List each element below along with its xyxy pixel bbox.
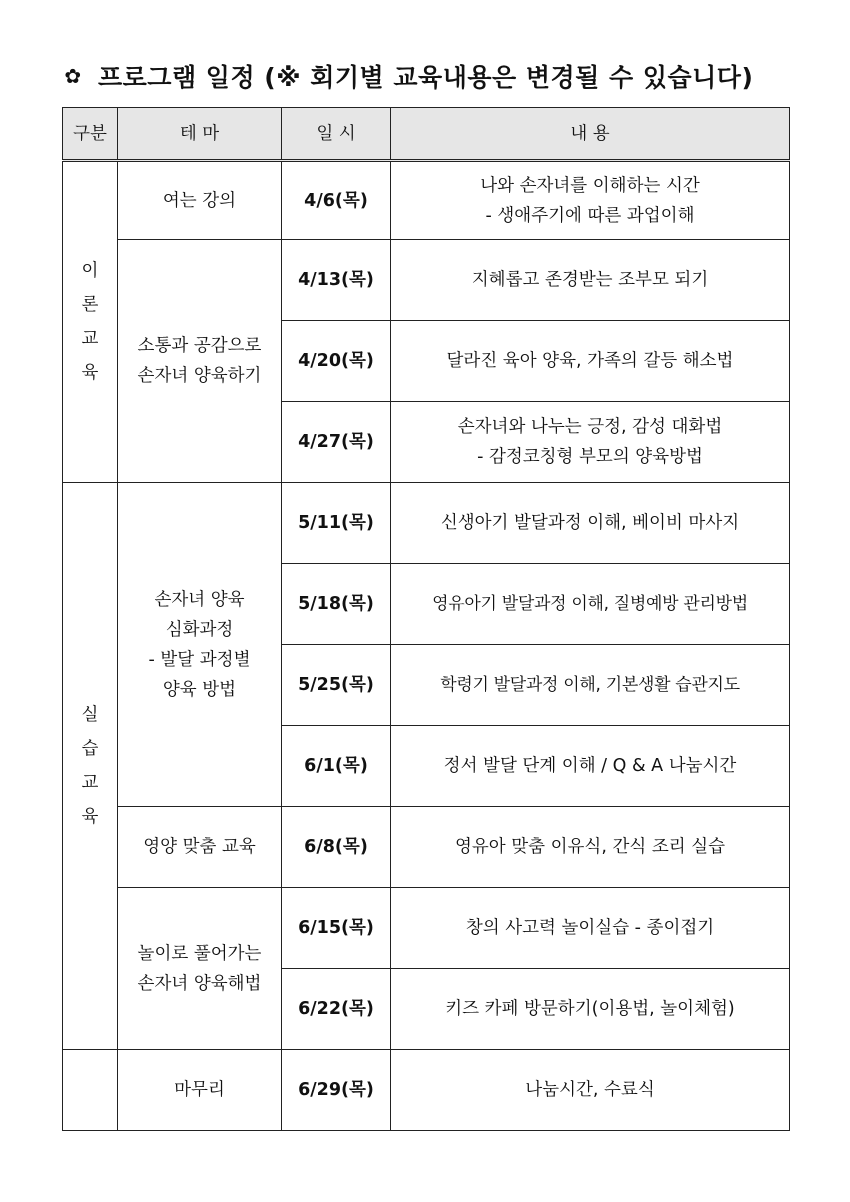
session-date: 4/27(목): [282, 402, 391, 483]
category-theory: 이론교육: [63, 161, 118, 483]
flower-icon: ✿: [64, 64, 82, 88]
session-date: 6/8(목): [282, 807, 391, 888]
category-empty: [63, 1050, 118, 1131]
session-content: 학령기 발달과정 이해, 기본생활 습관지도: [391, 645, 790, 726]
session-content: 신생아기 발달과정 이해, 베이비 마사지: [391, 483, 790, 564]
table-row: [63, 161, 790, 240]
session-content: 달라진 육아 양육, 가족의 갈등 해소법: [391, 321, 790, 402]
table-header-row: [63, 108, 790, 161]
page-title-text: 프로그램 일정 (※ 회기별 교육내용은 변경될 수 있습니다): [98, 63, 754, 92]
header-content: 내 용: [391, 108, 790, 161]
session-content: 나눔시간, 수료식: [391, 1050, 790, 1131]
session-date: 5/11(목): [282, 483, 391, 564]
theme-communication: 소통과 공감으로 손자녀 양육하기: [118, 240, 282, 483]
header-date: 일 시: [282, 108, 391, 161]
session-date: 5/25(목): [282, 645, 391, 726]
theme-opening: 여는 강의: [118, 161, 282, 240]
session-date: 6/29(목): [282, 1050, 391, 1131]
session-date: 4/20(목): [282, 321, 391, 402]
session-content: 영유아 맞춤 이유식, 간식 조리 실습: [391, 807, 790, 888]
session-content: 정서 발달 단계 이해 / Q & A 나눔시간: [391, 726, 790, 807]
session-content: 영유아기 발달과정 이해, 질병예방 관리방법: [391, 564, 790, 645]
table-row: [63, 888, 790, 969]
session-date: 4/6(목): [282, 161, 391, 240]
page-title: [62, 56, 802, 96]
header-theme: 테 마: [118, 108, 282, 161]
schedule-table: [62, 107, 790, 1131]
session-content: 창의 사고력 놀이실습 - 종이접기: [391, 888, 790, 969]
session-date: 6/1(목): [282, 726, 391, 807]
session-content: 손자녀와 나누는 긍정, 감성 대화법 - 감정코칭형 부모의 양육방법: [391, 402, 790, 483]
theme-nutrition: 영양 맞춤 교육: [118, 807, 282, 888]
header-category: 구분: [63, 108, 118, 161]
session-content: 지혜롭고 존경받는 조부모 되기: [391, 240, 790, 321]
theme-deepening: 손자녀 양육 심화과정 - 발달 과정별 양육 방법: [118, 483, 282, 807]
table-row: [63, 1050, 790, 1131]
session-date: 6/22(목): [282, 969, 391, 1050]
session-content: 나와 손자녀를 이해하는 시간 - 생애주기에 따른 과업이해: [391, 161, 790, 240]
theme-play: 놀이로 풀어가는 손자녀 양육해법: [118, 888, 282, 1050]
table-row: [63, 483, 790, 564]
table-row: [63, 807, 790, 888]
category-practice: 실습교육: [63, 483, 118, 1050]
session-date: 4/13(목): [282, 240, 391, 321]
session-date: 6/15(목): [282, 888, 391, 969]
session-content: 키즈 카페 방문하기(이용법, 놀이체험): [391, 969, 790, 1050]
theme-closing: 마무리: [118, 1050, 282, 1131]
table-row: [63, 240, 790, 321]
session-date: 5/18(목): [282, 564, 391, 645]
